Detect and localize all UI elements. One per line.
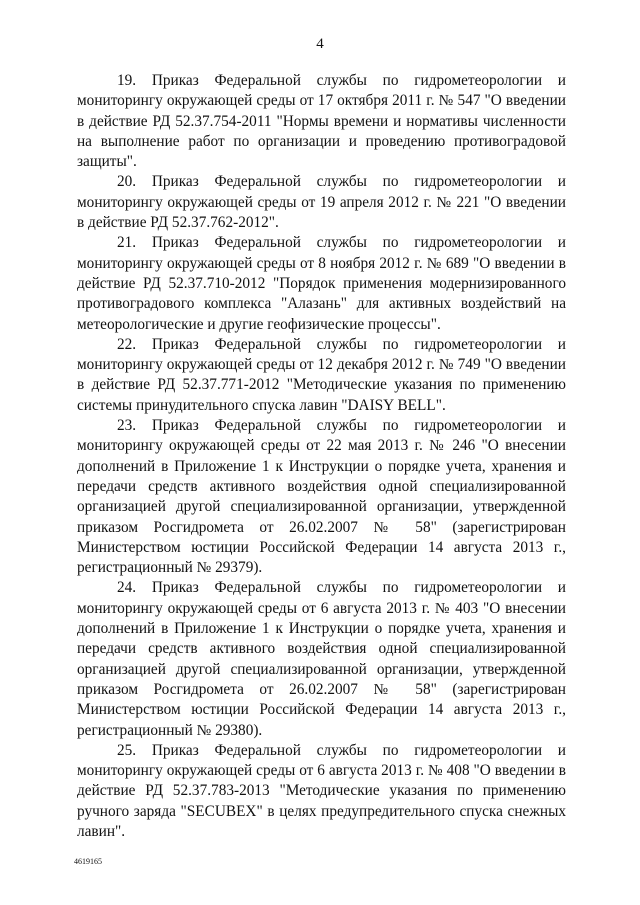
- document-body: [77, 71, 566, 842]
- document-code: 4619165: [74, 857, 102, 866]
- list-item: 25. Приказ Федеральной службы по гидрометеорологии и мониторингу окружающей среды от 6 августа 2013 г. № 408 "О введении в действие РД 52.37.783-2013 "Методические указания по применению ручного заряда "SECUBEX" в целях предупредительного спуска снежных лавин".: [77, 741, 566, 840]
- list-item: 23. Приказ Федеральной службы по гидрометеорологии и мониторингу окружающей среды от 22 мая 2013 г. № 246 "О внесении дополнений в Приложение 1 к Инструкции о порядке учета, хранения и передачи средств активного воздействия одной специализированной организацией другой специализированной организации, утвержденной приказом Росгидромета от 26.02.2007 № 58" (зарегистрирован Министерством юстиции Российской Федерации 14 августа 2013 г., регистрационный № 29379).: [77, 417, 566, 577]
- list-item: 22. Приказ Федеральной службы по гидрометеорологии и мониторингу окружающей среды от 12 декабря 2012 г. № 749 "О введении в действие РД 52.37.771-2012 "Методические указания по применению системы принудительного спуска лавин "DAISY BELL".: [77, 335, 566, 414]
- list-item: 21. Приказ Федеральной службы по гидрометеорологии и мониторингу окружающей среды от 8 ноября 2012 г. № 689 "О введении в действие РД 52.37.710-2012 "Порядок применения модернизированного противоградового комплекса "Алазань" для активных воздействий на метеорологические и другие геофизические процессы".: [77, 234, 566, 333]
- page-number: 4: [316, 36, 324, 52]
- list-item: 24. Приказ Федеральной службы по гидрометеорологии и мониторингу окружающей среды от 6 августа 2013 г. № 403 "О внесении дополнений в Приложение 1 к Инструкции о порядке учета, хранения и передачи средств активного воздействия одной специализированной организацией другой специализированной организации, утвержденной приказом Росгидромета от 26.02.2007 № 58" (зарегистрирован Министерством юстиции Российской Федерации 14 августа 2013 г., регистрационный № 29380).: [77, 579, 566, 739]
- list-item: 19. Приказ Федеральной службы по гидрометеорологии и мониторингу окружающей среды от 17 октября 2011 г. № 547 "О введении в действие РД 52.37.754-2011 "Нормы времени и нормативы численности на выполнение работ по организации и проведению противоградовой защиты".: [77, 72, 566, 171]
- list-item: 20. Приказ Федеральной службы по гидрометеорологии и мониторингу окружающей среды от 19 апреля 2012 г. № 221 "О введении в действие РД 52.37.762-2012".: [77, 173, 566, 232]
